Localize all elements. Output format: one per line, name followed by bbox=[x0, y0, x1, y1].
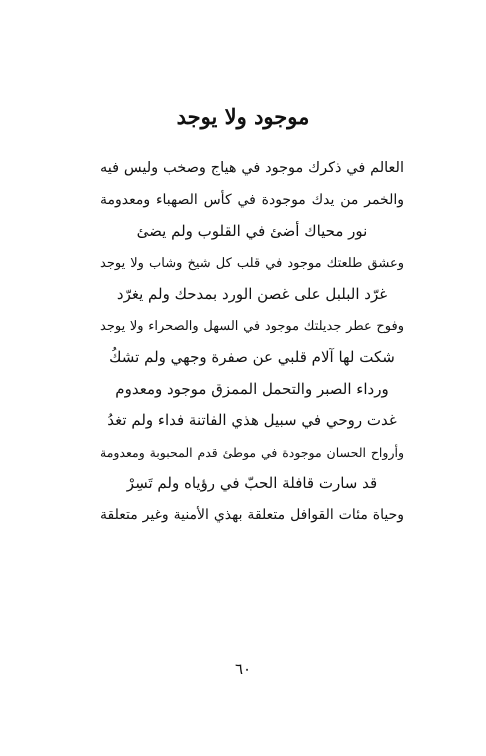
verse-line: وفوح عطر جديلتك موجود في السهل والصحراء ولا يوجد bbox=[100, 318, 404, 334]
verse-line: شكت لها آلام قلبي عن صفرة وجهي ولم تشكُ bbox=[109, 348, 395, 366]
verse-line: وحياة مئات القوافل متعلقة بهذي الأمنية وغير متعلقة bbox=[100, 506, 404, 523]
poem-verses bbox=[100, 153, 404, 531]
verse-line: العالم في ذكرك موجود في هياج وصخب وليس فيه bbox=[100, 160, 404, 176]
page-number: ٦٠ bbox=[234, 660, 252, 678]
verse-line: غرّد البلبل على غصن الورد بمدحك ولم يغرّد bbox=[116, 285, 388, 303]
verse-line: ورداء الصبر والتحمل الممزق موجود ومعدوم bbox=[115, 379, 389, 398]
verse-line: نور محياك أضئ في القلوب ولم يضئ bbox=[136, 222, 368, 240]
verse-line: غدت روحي في سبيل هذي الفاتنة فداء ولم تغدُ bbox=[107, 411, 397, 429]
poem-title: موجود ولا يوجد bbox=[176, 104, 310, 129]
verse-line: قد سارت قافلة الحبّ في رؤياه ولم تَسِرْ bbox=[126, 474, 378, 492]
verse-line: والخمر من يدك موجودة في كأس الصهباء ومعدومة bbox=[100, 191, 404, 208]
verse-line: وأرواح الحسان موجودة في موطئ قدم المحبوبة ومعدومة bbox=[100, 444, 404, 460]
verse-line: وعشق طلعتك موجود في قلب كل شيخ وشاب ولا يوجد bbox=[100, 255, 404, 271]
